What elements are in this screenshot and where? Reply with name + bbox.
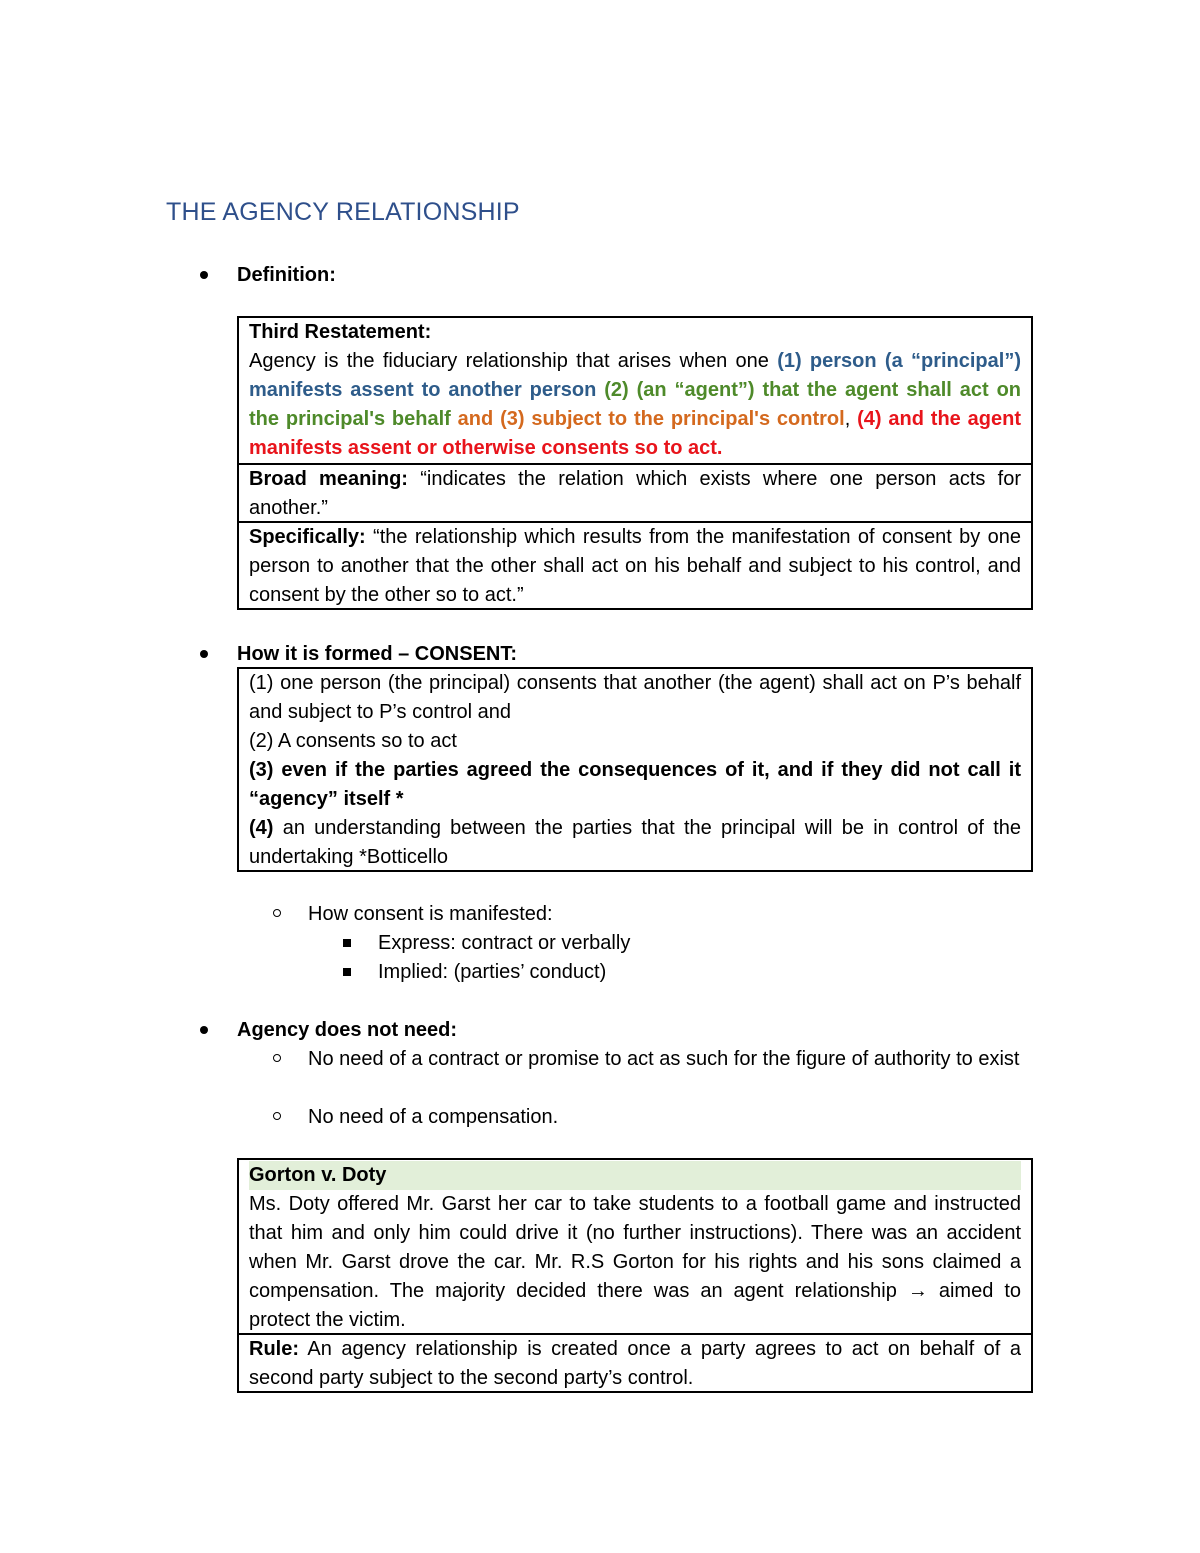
circle-bullet-icon [273,1112,281,1120]
case-name: Gorton v. Doty [249,1161,1021,1190]
section-heading: Agency does not need: [237,1019,458,1041]
bullet-icon [200,271,208,279]
third-restatement-label: Third Restatement: [249,321,432,343]
consent-manifest-item: How consent is manifested: [308,900,553,929]
element-4-text: (4) and the agent manifests assent or otherwise consents so to act. [249,408,1021,459]
rule-label: Rule: [249,1338,299,1360]
case-facts-cell [239,1160,1031,1333]
case-facts-text: Ms. Doty offered Mr. Garst her car to take students to a football game and instructed that him and only him could drive it (no further instructions). There was an accident when Mr. Garst drove the car. Mr. R.S Gorton for his rights and his sons claimed a compensation. The majority decided there was an agent relationship → aimed to protect the victim. [249,1193,1022,1331]
consent-item-1: (1) one person (the principal) consents that another (the agent) shall act on P’s behalf and subject to P’s control and [249,672,1021,723]
specifically-label: Specifically: [249,526,366,548]
list-item: Implied: (parties’ conduct) [378,958,606,987]
rule-text: An agency relationship is created once a party agrees to act on behalf of a second party subject to the second party’s control. [249,1338,1021,1389]
arrow-right-icon: → [907,1280,928,1302]
case-table [237,1158,1033,1393]
definition-table [237,316,1033,610]
third-restatement-cell [239,318,1031,463]
consent-cell [239,669,1031,872]
consent-item-2: (2) A consents so to act [249,730,457,752]
square-bullet-icon [343,939,351,947]
list-item: No need of a compensation. [308,1103,558,1132]
broad-meaning-cell [239,463,1031,521]
third-restatement-text: Agency is the fiduciary relationship that arises when one (1) person (a “principal”) manifests assent to another person (2) (an “agent”) that the agent shall act on the principal's behalf and (3) subject to the principal's control, (4) and the agent manifests assent or otherwise consents so to act. [249,350,1022,459]
specifically-text: “the relationship which results from the manifestation of consent by one person to another that the other shall act on his behalf and subject to his control, and consent by the other so to act.” [249,526,1021,606]
square-bullet-icon [343,968,351,976]
circle-bullet-icon [273,1054,281,1062]
list-item: Express: contract or verbally [378,929,630,958]
page-title: THE AGENCY RELATIONSHIP [166,198,520,226]
broad-meaning-label: Broad meaning: [249,468,408,490]
specifically-cell [239,521,1031,610]
section-heading: How it is formed – CONSENT: [237,643,518,665]
bullet-icon [200,1026,208,1034]
circle-bullet-icon [273,909,281,917]
consent-item-4: (4) an understanding between the parties that the principal will be in control of the undertaking *Botticello [249,817,1021,868]
broad-meaning-text: “indicates the relation which exists where one person acts for another.” [249,468,1021,519]
element-3-text: (3) subject to the principal's control [500,408,845,430]
bullet-icon [200,650,208,658]
consent-table [237,667,1033,872]
consent-item-3: (3) even if the parties agreed the consequences of it, and if they did not call it “agency” itself * [249,759,1021,810]
section-heading: Definition: [237,264,336,286]
list-item: No need of a contract or promise to act as such for the figure of authority to exist [308,1045,1034,1074]
case-rule-cell [239,1333,1031,1392]
element-1-text: (1) person (a “principal”) manifests assent to another person [249,350,1021,401]
element-2-text: (2) (an “agent”) that the agent shall act on the principal's behalf [249,379,1022,430]
